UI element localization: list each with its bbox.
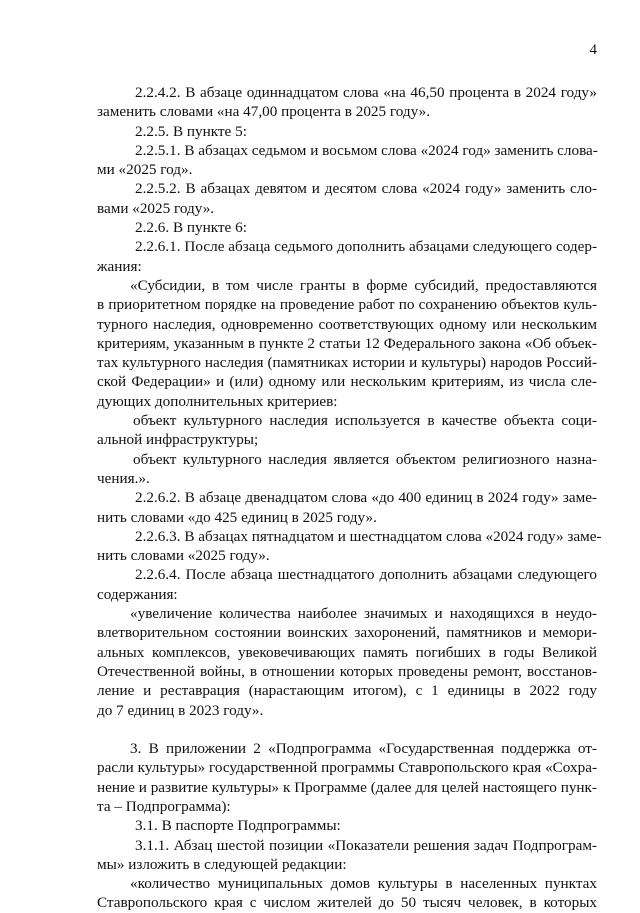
text-line: 3.1. В паспорте Подпрограммы:	[135, 817, 341, 835]
text-line: 2.2.6. В пункте 6:	[135, 219, 247, 237]
text-line: 3. В приложении 2 «Подпрограмма «Государственная поддержка от-	[130, 740, 597, 758]
text-line: чения.».	[97, 469, 150, 487]
text-line: 2.2.5.2. В абзацах девятом и десятом слова «2024 году» заменить сло-	[135, 180, 597, 198]
paragraph-spacer	[97, 720, 597, 739]
text-line: мы» изложить в следующей редакции:	[97, 855, 347, 873]
text-line: в приоритетном порядке на проведение работ по сохранению объектов куль-	[97, 296, 597, 314]
text-line: нить словами «2025 году».	[97, 547, 270, 565]
text-line: «Субсидии, в том числе гранты в форме субсидий, предоставляются	[130, 276, 597, 294]
text-line: альной инфраструктуры;	[97, 431, 259, 449]
text-line: «количество муниципальных домов культуры в населенных пунктах	[130, 875, 597, 893]
text-line: «увеличение количества наиболее значимых и находящихся в неудо-	[130, 605, 597, 623]
text-line: содержания:	[97, 585, 178, 603]
text-line: тах культурного наследия (памятниках истории и культуры) народов Россий-	[97, 354, 597, 372]
text-line: ми «2025 год».	[97, 161, 193, 179]
text-line: 2.2.6.3. В абзацах пятнадцатом и шестнадцатом слова «2024 году» заме-	[135, 527, 602, 545]
text-line: 2.2.5. В пункте 5:	[135, 122, 247, 140]
text-line: 3.1.1. Абзац шестой позиции «Показатели решения задач Подпрограм-	[135, 836, 597, 854]
text-line: влетворительном состоянии воинских захоронений, памятников и мемори-	[97, 624, 597, 642]
text-line: нение и развитие культуры» к Программе (далее для целей настоящего пунк-	[97, 778, 597, 796]
text-line: 2.2.6.4. После абзаца шестнадцатого дополнить абзацами следующего	[135, 566, 597, 584]
text-line: 2.2.5.1. В абзацах седьмом и восьмом слова «2024 год» заменить слова-	[135, 141, 598, 159]
text-line: Отечественной войны, в отношении которых проведены ремонт, восстанов-	[97, 662, 597, 680]
text-line: альных комплексов, увековечивающих память погибших в годы Великой	[97, 643, 597, 661]
text-line: ление и реставрация (нарастающим итогом), с 1 единицы в 2022 году	[97, 682, 597, 700]
text-line: нить словами «до 425 единиц в 2025 году».	[97, 508, 377, 526]
text-line: дующих дополнительных критериев:	[97, 392, 338, 410]
text-line: 2.2.4.2. В абзаце одиннадцатом слова «на 46,50 процента в 2024 году»	[135, 84, 597, 101]
text-line: 2.2.6.2. В абзаце двенадцатом слова «до 400 единиц в 2024 году» заме-	[135, 489, 597, 507]
text-line: та – Подпрограмма):	[97, 797, 231, 815]
text-line: жания:	[97, 257, 142, 275]
text-line: критериям, указанным в пункте 2 статьи 12 Федерального закона «Об объек-	[97, 334, 597, 352]
document-body	[97, 83, 602, 913]
text-line: турного наследия, одновременно соответствующих одному или нескольким	[97, 315, 597, 333]
text-line: вами «2025 году».	[97, 199, 215, 217]
page-number: 4	[589, 42, 597, 58]
text-line: ской Федерации» и (или) одному или нескольким критериям, из числа сле-	[97, 373, 597, 391]
text-line: 2.2.6.1. После абзаца седьмого дополнить абзацами следующего содер-	[135, 238, 597, 256]
text-line: до 7 единиц в 2023 году».	[97, 701, 264, 719]
text-line: расли культуры» государственной программы Ставропольского края «Сохра-	[97, 759, 597, 777]
text-line: заменить словами «на 47,00 процента в 2025 году».	[97, 103, 431, 121]
text-line: Ставропольского края с числом жителей до 50 тысяч человек, в которых	[97, 894, 597, 912]
text-line: объект культурного наследия используется в качестве объекта соци-	[133, 412, 597, 430]
text-line: объект культурного наследия является объектом религиозного назна-	[133, 450, 597, 468]
